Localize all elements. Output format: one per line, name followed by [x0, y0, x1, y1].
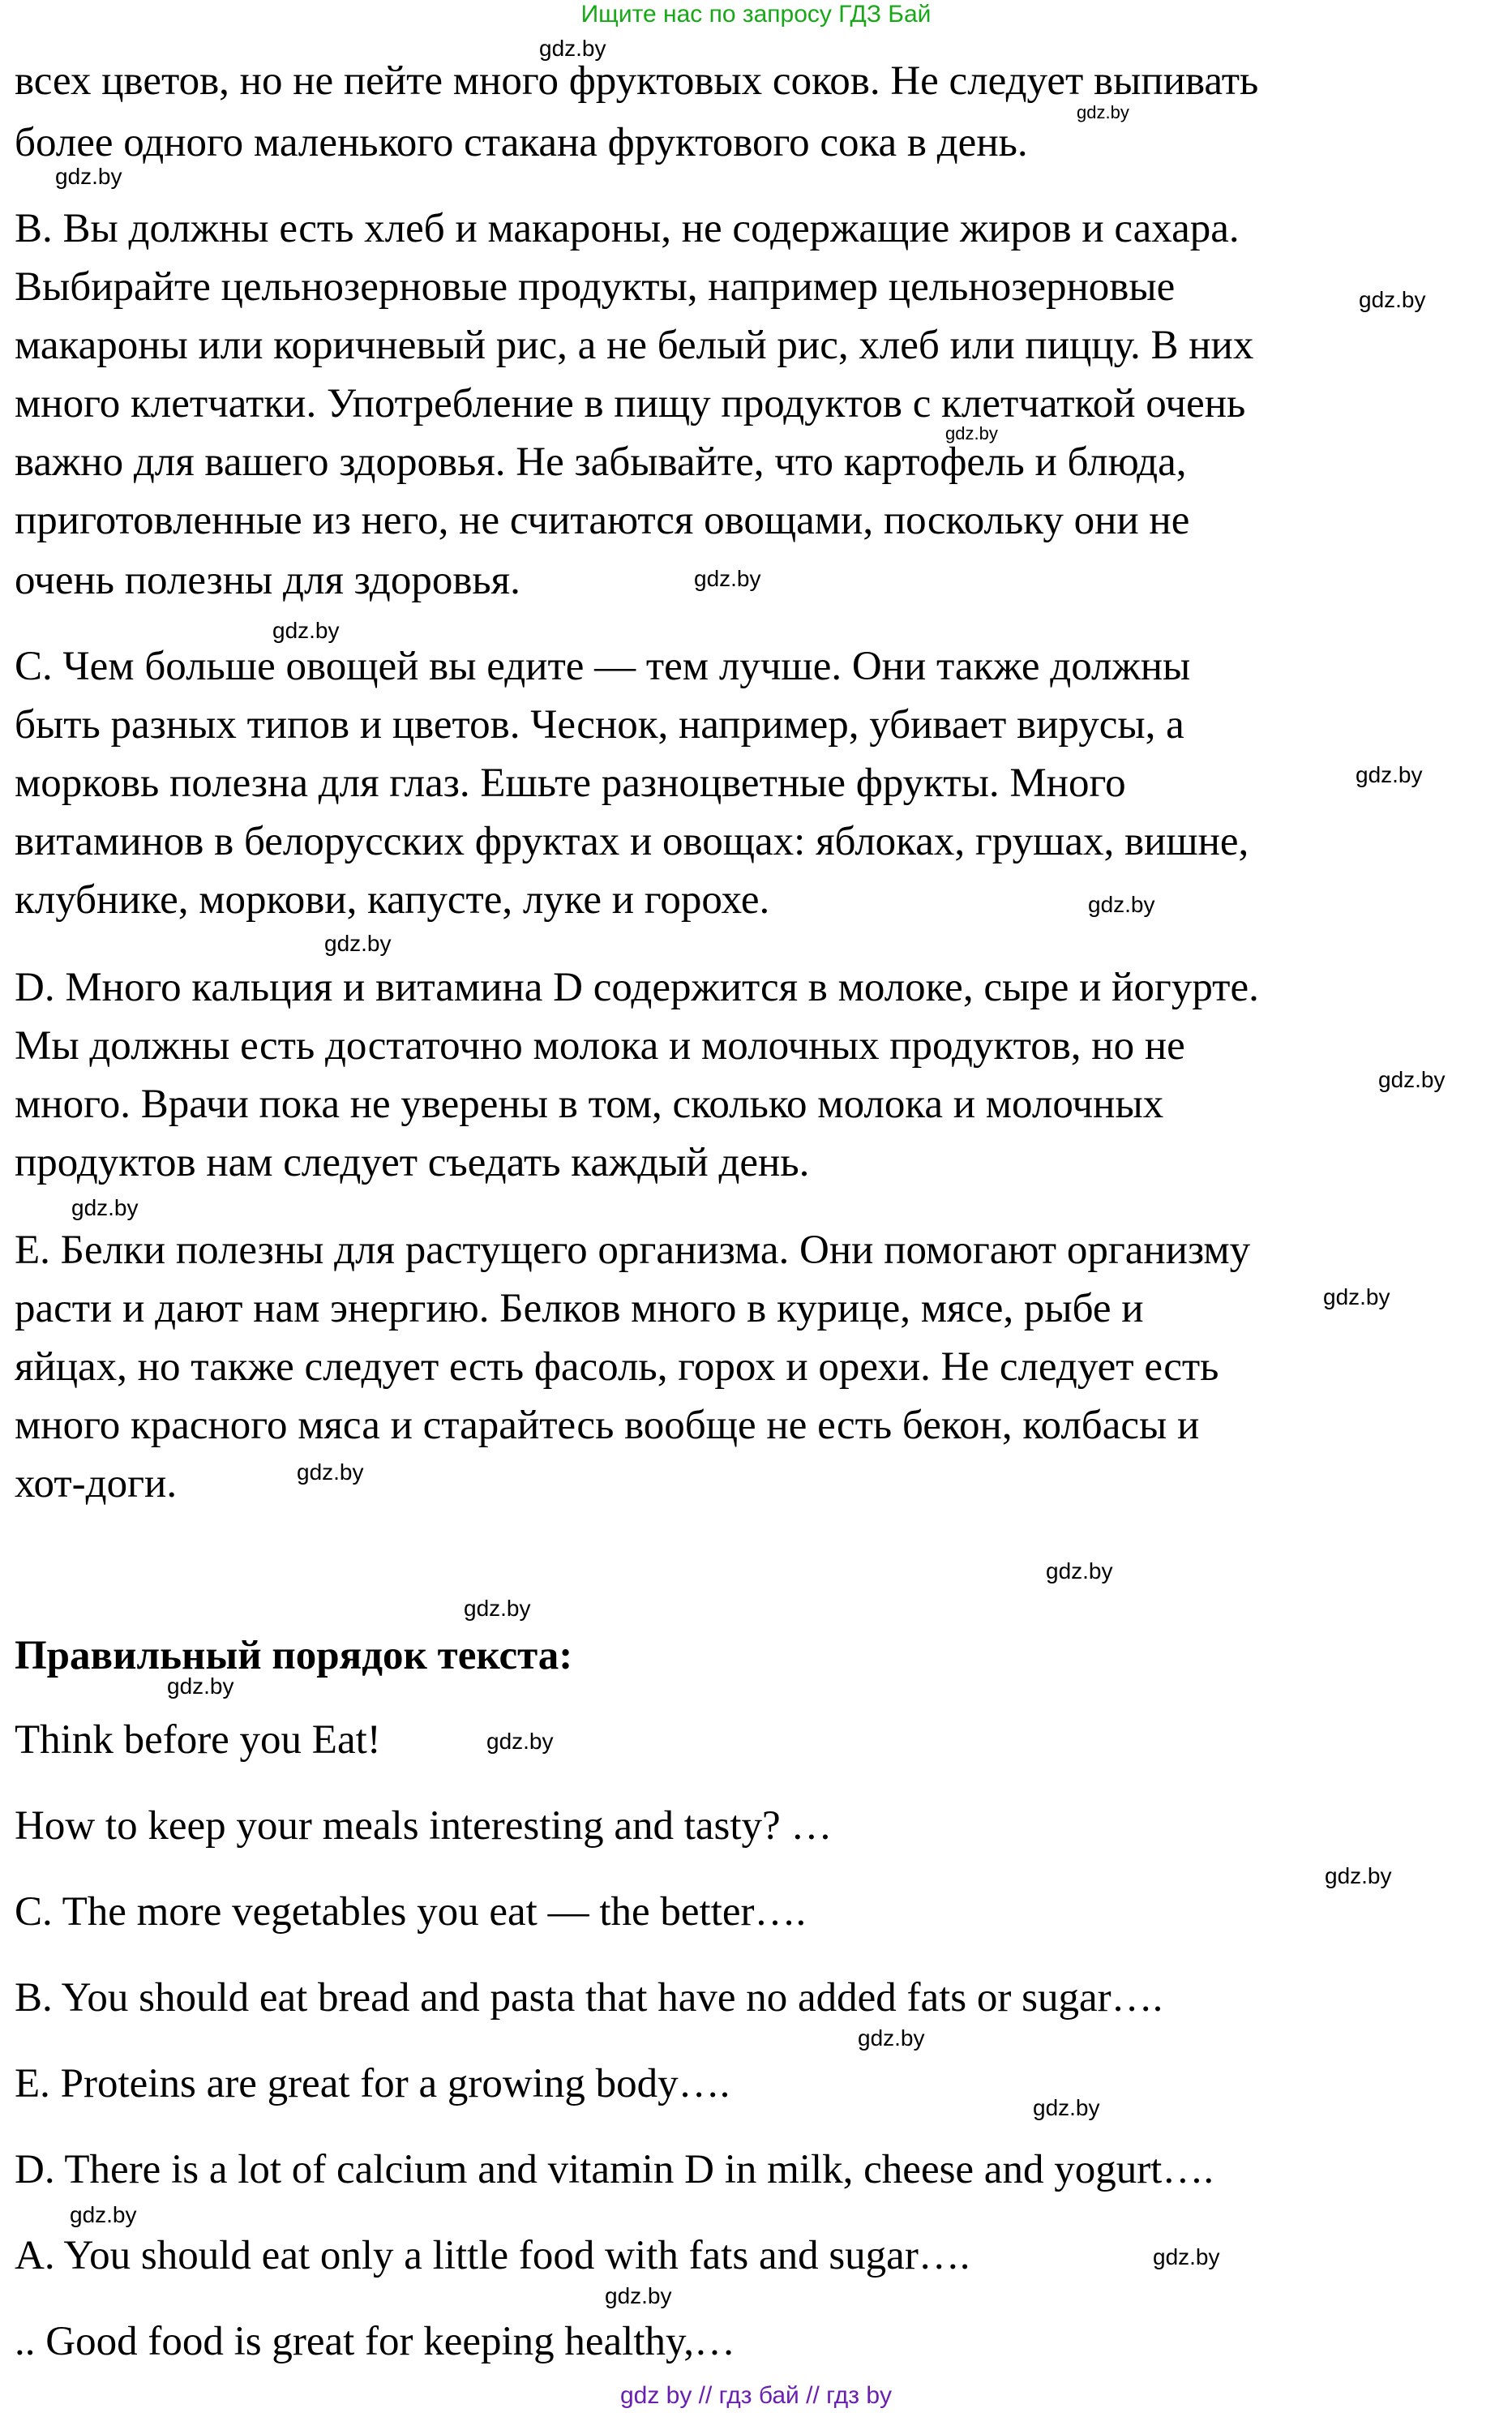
watermark: gdz.by — [605, 2283, 672, 2308]
answer-item-2: How to keep your meals interesting and tasty? … — [15, 1803, 833, 1849]
watermark: gdz.by — [1088, 892, 1155, 917]
paragraph-b-line-3: макароны или коричневый рис, а не белый рис, хлеб или пиццу. В них — [15, 323, 1254, 368]
watermark: gdz.by — [1356, 762, 1423, 787]
paragraph-b-line-6: приготовленные из него, не считаются овощами, поскольку они не — [15, 498, 1190, 543]
text-line-1: всех цветов, но не пейте много фруктовых соков. Не следует выпивать — [15, 58, 1259, 104]
paragraph-c-line-4: витаминов в белорусских фруктах и овощах: яблоках, грушах, вишне, — [15, 819, 1249, 864]
watermark: gdz.by — [55, 164, 122, 189]
watermark: gdz.by — [70, 2202, 137, 2227]
watermark: gdz.by — [694, 566, 761, 591]
watermark: gdz.by — [1033, 2095, 1100, 2120]
text-line-2: более одного маленького стакана фруктового сока в день. — [15, 120, 1028, 165]
paragraph-c-line-1: C. Чем больше овощей вы едите — тем лучше. Они также должны — [15, 644, 1191, 689]
paragraph-d-line-1: D. Много кальция и витамина D содержится в молоке, сыре и йогурте. — [15, 965, 1259, 1010]
answer-heading: Правильный порядок текста: — [15, 1633, 573, 1678]
answer-item-7: A. You should eat only a little food with fats and sugar…. — [15, 2233, 970, 2278]
answer-item-1: Think before you Eat! — [15, 1717, 381, 1763]
watermark: gdz.by — [1359, 287, 1426, 312]
watermark: gdz.by — [71, 1195, 139, 1220]
answer-item-6: D. There is a lot of calcium and vitamin D in milk, cheese and yogurt…. — [15, 2147, 1214, 2192]
watermark: gdz.by — [858, 2025, 925, 2051]
answer-item-8: .. Good food is great for keeping healthy,… — [15, 2319, 735, 2364]
paragraph-e-line-4: много красного мяса и старайтесь вообще не есть бекон, колбасы и — [15, 1403, 1200, 1448]
paragraph-d-line-4: продуктов нам следует съедать каждый день. — [15, 1140, 810, 1185]
paragraph-e-line-2: расти и дают нам энергию. Белков много в курице, мясе, рыбе и — [15, 1286, 1144, 1331]
paragraph-e-line-5: хот-доги. — [15, 1461, 178, 1506]
header-search-banner[interactable]: Ищите нас по запросу ГДЗ Бай — [580, 1, 932, 28]
watermark: gdz.by — [539, 36, 606, 61]
paragraph-b-line-2: Выбирайте цельнозерновые продукты, например цельнозерновые — [15, 264, 1176, 310]
watermark: gdz.by — [167, 1673, 234, 1699]
watermark: gdz.by — [297, 1459, 364, 1485]
watermark: gdz.by — [272, 618, 340, 643]
watermark: gdz.by — [1378, 1067, 1446, 1092]
paragraph-e-line-3: яйцах, но также следует есть фасоль, горох и орехи. Не следует есть — [15, 1344, 1219, 1390]
watermark: gdz.by — [1153, 2244, 1220, 2269]
paragraph-c-line-2: быть разных типов и цветов. Чеснок, например, убивает вирусы, а — [15, 702, 1184, 748]
paragraph-b-line-7: очень полезны для здоровья. — [15, 558, 520, 603]
answer-item-3: C. The more vegetables you eat — the better…. — [15, 1889, 807, 1935]
paragraph-b-line-1: B. Вы должны есть хлеб и макароны, не содержащие жиров и сахара. — [15, 206, 1240, 251]
footer-links[interactable]: gdz by // гдз бай // гдз by — [619, 2382, 893, 2409]
answer-item-4: B. You should eat bread and pasta that have no added fats or sugar…. — [15, 1975, 1163, 2021]
paragraph-e-line-1: E. Белки полезны для растущего организма. Они помогают организму — [15, 1228, 1251, 1273]
paragraph-c-line-3: морковь полезна для глаз. Ешьте разноцветные фрукты. Много — [15, 761, 1126, 806]
paragraph-b-line-5: важно для вашего здоровья. Не забывайте, что картофель и блюда, — [15, 439, 1187, 485]
watermark: gdz.by — [1323, 1284, 1390, 1309]
answer-item-5: E. Proteins are great for a growing body…. — [15, 2061, 730, 2106]
watermark: gdz.by — [945, 423, 998, 444]
watermark: gdz.by — [1046, 1558, 1113, 1583]
paragraph-d-line-3: много. Врачи пока не уверены в том, сколько молока и молочных — [15, 1082, 1164, 1127]
paragraph-d-line-2: Мы должны есть достаточно молока и молочных продуктов, но не — [15, 1023, 1185, 1069]
watermark: gdz.by — [324, 931, 392, 956]
paragraph-c-line-5: клубнике, моркови, капусте, луке и горохе. — [15, 877, 770, 923]
watermark: gdz.by — [464, 1596, 531, 1621]
watermark: gdz.by — [486, 1729, 554, 1754]
watermark: gdz.by — [1077, 102, 1129, 122]
watermark: gdz.by — [1325, 1863, 1392, 1888]
paragraph-b-line-4: много клетчатки. Употребление в пищу продуктов с клетчаткой очень — [15, 381, 1246, 426]
